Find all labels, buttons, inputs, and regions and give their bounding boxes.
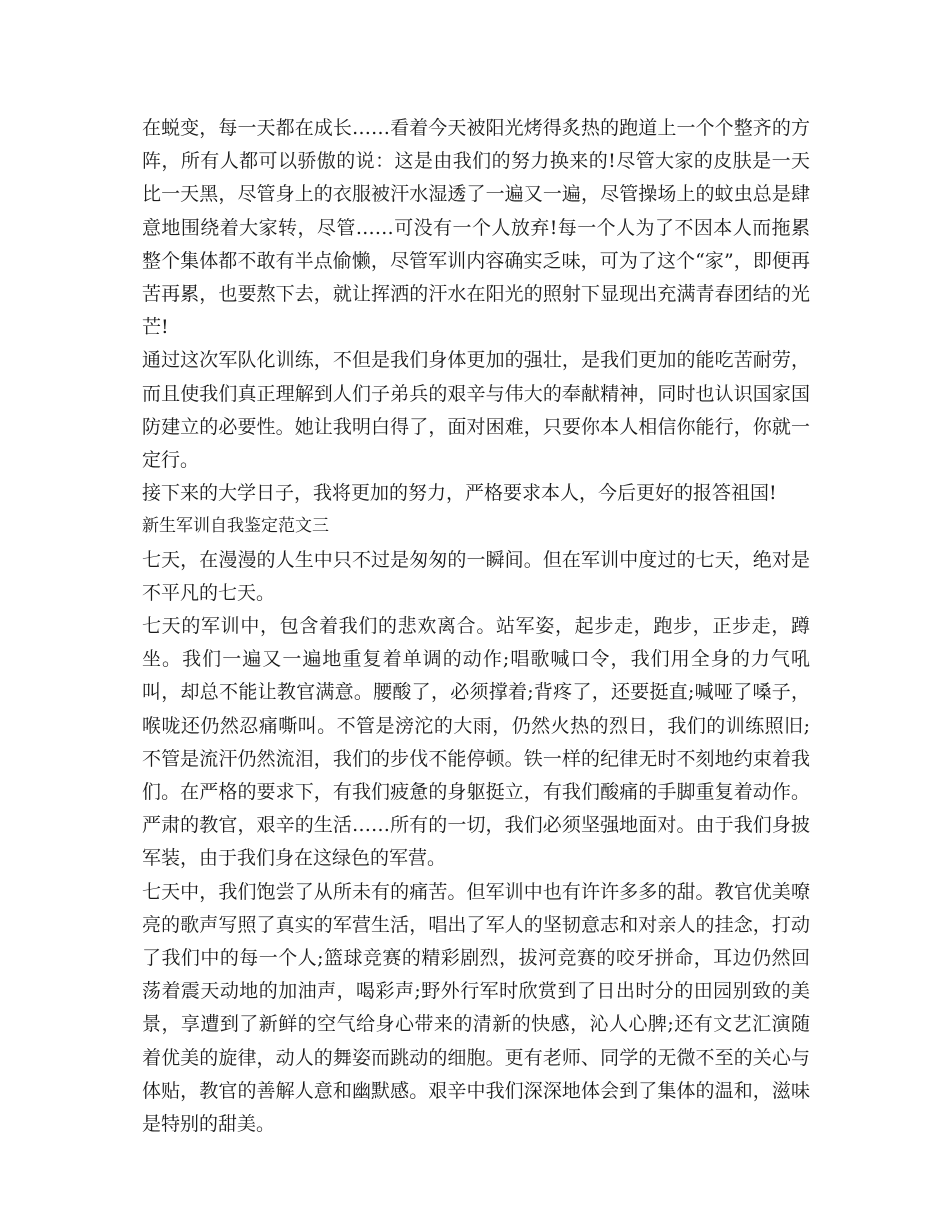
document-body	[142, 112, 810, 1141]
section-paragraph-3: 七天中，我们饱尝了从所未有的痛苦。但军训中也有许许多多的甜。教官优美嘹亮的歌声写照了真实的军营生活，唱出了军人的坚韧意志和对亲人的挂念，打动了我们中的每一个人;篮球竞赛的精彩剧烈，拔河竞赛的咬牙拼命，耳边仍然回荡着震天动地的加油声，喝彩声;野外行军时欣赏到了日出时分的田园别致的美景，享遭到了新鲜的空气给身心带来的清新的快感，沁人心脾;还有文艺汇演随着优美的旋律，动人的舞姿而跳动的细胞。更有老师、同学的无微不至的关心与体贴，教官的善解人意和幽默感。艰辛中我们深深地体会到了集体的温和，滋味是特别的甜美。	[142, 880, 810, 1136]
paragraph-1: 在蜕变，每一天都在成长……看着今天被阳光烤得炙热的跑道上一个个整齐的方阵，所有人都可以骄傲的说：这是由我们的努力换来的!尽管大家的皮肤是一天比一天黑，尽管身上的衣服被汗水湿透了一遍又一遍，尽管操场上的蚊虫总是肆意地围绕着大家转，尽管……可没有一个人放弃!每一个人为了不因本人而拖累整个集体都不敢有半点偷懒，尽管军训内容确实乏味，可为了这个“家”，即便再苦再累，也要熬下去，就让挥洒的汗水在阳光的照射下显现出充满青春团结的光芒!	[142, 117, 810, 339]
paragraph-3: 接下来的大学日子，我将更加的努力，严格要求本人，今后更好的报答祖国!	[142, 482, 777, 505]
paragraph-2: 通过这次军队化训练，不但是我们身体更加的强壮，是我们更加的能吃苦耐劳，而且使我们真正理解到人们子弟兵的艰辛与伟大的奉献精神，同时也认识国家国防建立的必要性。她让我明白得了，面对困难，只要你本人相信你能行，你就一定行。	[142, 349, 810, 472]
section-paragraph-1: 七天，在漫漫的人生中只不过是匆匆的一瞬间。但在军训中度过的七天，绝对是不平凡的七天。	[142, 548, 810, 604]
section-title: 新生军训自我鉴定范文三	[142, 516, 329, 537]
section-paragraph-2: 七天的军训中，包含着我们的悲欢离合。站军姿，起步走，跑步，正步走，蹲坐。我们一遍又一遍地重复着单调的动作;唱歌喊口令，我们用全身的力气吼叫，却总不能让教官满意。腰酸了，必须撑着;背疼了，还要挺直;喊哑了嗓子，喉咙还仍然忍痛嘶叫。不管是滂沱的大雨，仍然火热的烈日，我们的训练照旧;不管是流汗仍然流泪，我们的步伐不能停顿。铁一样的纪律无时不刻地约束着我们。在严格的要求下，有我们疲惫的身躯挺立，有我们酸痛的手脚重复着动作。严肃的教官，艰辛的生活……所有的一切，我们必须坚强地面对。由于我们身披军装，由于我们身在这绿色的军营。	[142, 615, 810, 870]
